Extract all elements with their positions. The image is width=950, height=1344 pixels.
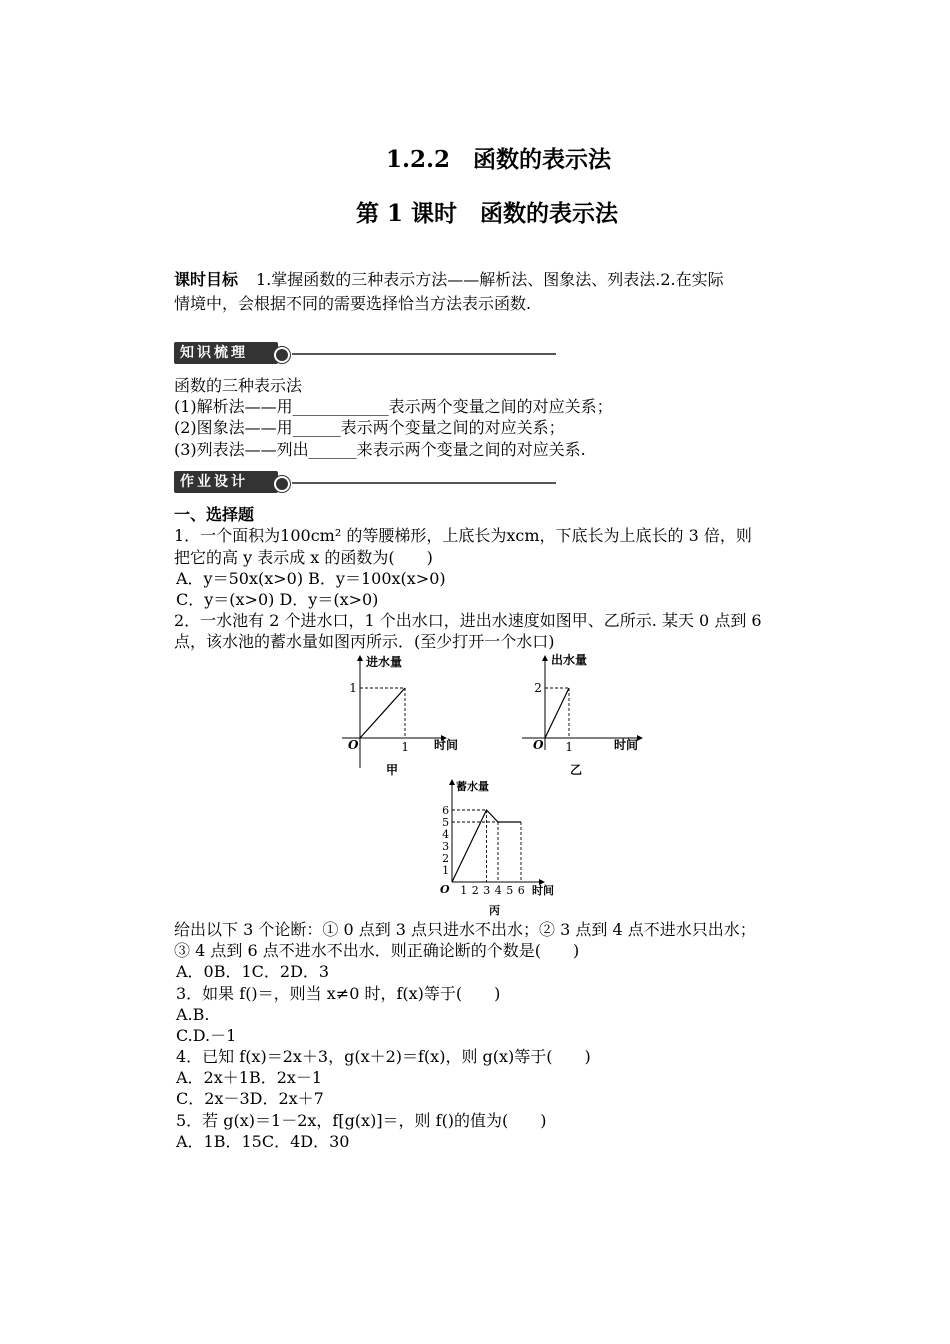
q4-options-1: A．2x＋1B．2x－1 <box>176 1068 323 1087</box>
homework-banner <box>174 471 556 493</box>
series-line <box>360 688 405 738</box>
origin-label: O <box>533 738 544 752</box>
q4-line-1: 4．已知 f(x)＝2x＋3，g(x＋2)＝f(x)，则 g(x)等于( ) <box>176 1047 591 1066</box>
knowledge-item-1: (1)解析法——用____________表示两个变量之间的对应关系； <box>174 397 613 416</box>
q5-line-1: 5．若 g(x)＝1－2x，f[g(x)]＝，则 f()的值为( ) <box>176 1111 547 1130</box>
x-tick-label: 5 <box>506 884 514 897</box>
x-axis-label: 时间 <box>614 738 639 752</box>
q3-options-2: C.D.－1 <box>176 1026 237 1045</box>
y-tick-label: 1 <box>442 863 450 877</box>
x-axis-label: 时间 <box>532 884 554 897</box>
chart-jia <box>310 652 490 780</box>
homework-banner-label: 作业设计 <box>174 471 278 493</box>
origin-label: O <box>348 738 359 752</box>
y-axis-label: 出水量 <box>551 653 588 667</box>
x-tick-label: 1 <box>401 740 410 754</box>
origin-label: O <box>440 883 450 896</box>
chart-caption: 丙 <box>489 904 500 917</box>
y-tick-label: 3 <box>442 839 450 853</box>
section-heading: 一、选择题 <box>174 505 255 524</box>
q2-options: A．0B．1C．2D．3 <box>176 962 330 981</box>
x-tick-label: 1 <box>460 884 468 897</box>
banner-rule <box>292 353 556 355</box>
goal-label: 课时目标 <box>174 270 239 289</box>
y-axis-label: 蓄水量 <box>456 780 489 793</box>
q3-line-1: 3．如果 f()＝，则当 x≠0 时，f(x)等于( ) <box>176 984 501 1003</box>
goal-text-1: 1.掌握函数的三种表示方法——解析法、图象法、列表法.2.在实际 <box>256 270 724 289</box>
x-tick-label: 3 <box>483 884 491 897</box>
knowledge-item-3: (3)列表法——列出______来表示两个变量之间的对应关系. <box>174 440 586 459</box>
knowledge-item-2: (2)图象法——用______表示两个变量之间的对应关系； <box>174 418 565 437</box>
chart-bing <box>418 776 568 918</box>
q3-options-1: A.B. <box>176 1005 210 1024</box>
chart-caption: 甲 <box>386 763 399 777</box>
knowledge-banner <box>174 342 556 364</box>
y-tick-label: 5 <box>442 815 450 829</box>
q2-line-2: 点，该水池的蓄水量如图丙所示．(至少打开一个水口) <box>174 632 555 651</box>
chart-caption: 乙 <box>570 763 583 777</box>
y-tick-label: 4 <box>442 827 450 841</box>
x-axis-label: 时间 <box>434 738 459 752</box>
chart-yi <box>510 652 690 780</box>
y-tick-label: 2 <box>442 851 450 865</box>
knowledge-banner-label: 知识梳理 <box>174 342 278 364</box>
q1-line-1: 1．一个面积为100cm² 的等腰梯形，上底长为xcm，下底长为上底长的 3 倍，则 <box>174 526 752 545</box>
q5-options-1: A．1B．15C．4D．30 <box>176 1132 350 1151</box>
x-tick-label: 4 <box>494 884 502 897</box>
q2-after-2: ③ 4 点到 6 点不进水不出水．则正确论断的个数是( ) <box>174 941 580 960</box>
banner-rule <box>292 482 556 484</box>
y-tick-label: 6 <box>442 803 450 817</box>
lesson-title: 第 1 课时 函数的表示法 <box>356 200 619 227</box>
q1-options-ab: A．y＝50x(x>0) B．y＝100x(x>0) <box>176 569 446 588</box>
goal-line-1 <box>174 270 724 290</box>
q2-line-1: 2．一水池有 2 个进水口，1 个出水口，进出水速度如图甲、乙所示. 某天 0 点到 6 <box>174 611 762 630</box>
y-axis-label: 进水量 <box>366 655 403 669</box>
banner-dot-icon <box>274 476 290 492</box>
section-title: 1.2.2 函数的表示法 <box>386 146 612 173</box>
y-tick-label: 1 <box>349 681 357 696</box>
x-tick-label: 2 <box>471 884 479 897</box>
goal-line-2: 情境中，会根据不同的需要选择恰当方法表示函数. <box>174 294 532 313</box>
x-tick-label: 6 <box>517 884 525 897</box>
q1-options-cd: C．y＝(x>0) D．y＝(x>0) <box>176 590 379 609</box>
series-line <box>545 688 569 738</box>
banner-dot-icon <box>274 347 290 363</box>
q2-after-1: 给出以下 3 个论断：① 0 点到 3 点只进水不出水；② 3 点到 4 点不进水只出水； <box>174 920 756 939</box>
x-tick-label: 1 <box>565 740 574 754</box>
q1-line-2: 把它的高 y 表示成 x 的函数为( ) <box>174 548 433 567</box>
q4-options-2: C．2x－3D．2x＋7 <box>176 1089 324 1108</box>
y-tick-label: 2 <box>534 681 542 696</box>
knowledge-heading: 函数的三种表示法 <box>174 376 303 395</box>
